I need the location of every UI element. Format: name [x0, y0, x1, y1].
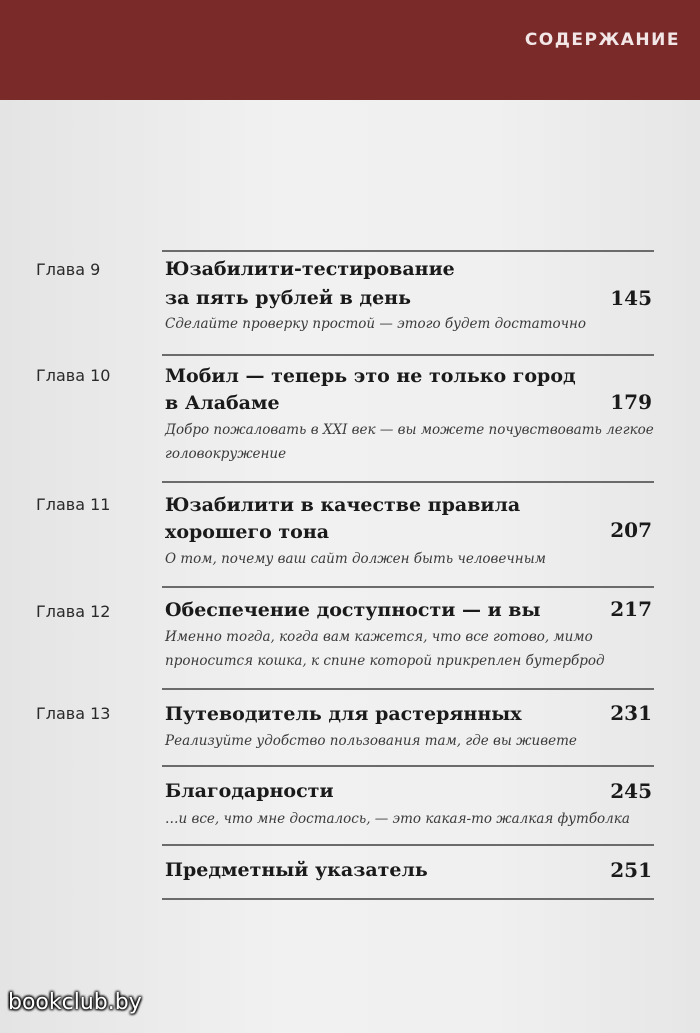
page-number[interactable]: 245 — [610, 779, 652, 803]
chapter-title-line[interactable]: Обеспечение доступности — и вы — [165, 599, 541, 621]
chapter-title-line[interactable]: Юзабилити-тестирование — [165, 258, 455, 280]
chapter-subtitle: Именно тогда, когда вам кажется, что все готово, мимо — [165, 629, 593, 645]
page-number[interactable]: 179 — [610, 390, 652, 414]
chapter-subtitle: проносится кошка, к спине которой прикреплен бутерброд — [165, 653, 605, 669]
chapter-subtitle: …и все, что мне досталось, — это какая-то жалкая футболка — [165, 811, 630, 827]
watermark: bookclub.by — [8, 990, 142, 1015]
chapter-label: Глава 13 — [36, 704, 111, 723]
chapter-label: Глава 9 — [36, 260, 101, 279]
section-title: СОДЕРЖАНИЕ — [524, 30, 680, 50]
divider-rule — [162, 898, 654, 900]
chapter-title-line[interactable]: Мобил — теперь это не только город — [165, 365, 576, 387]
divider-rule — [162, 481, 654, 483]
page-header — [0, 0, 700, 100]
divider-rule — [162, 688, 654, 690]
chapter-label: Глава 10 — [36, 366, 111, 385]
page-body — [0, 100, 700, 1033]
chapter-subtitle: О том, почему ваш сайт должен быть человечным — [165, 551, 546, 567]
page-number[interactable]: 217 — [610, 597, 652, 621]
chapter-title-line[interactable]: Благодарности — [165, 780, 334, 802]
chapter-title-line[interactable]: в Алабаме — [165, 392, 280, 414]
chapter-label: Глава 11 — [36, 495, 111, 514]
chapter-title-line[interactable]: Путеводитель для растерянных — [165, 703, 522, 725]
divider-rule — [162, 354, 654, 356]
divider-rule — [162, 765, 654, 767]
divider-rule — [162, 586, 654, 588]
chapter-title-line[interactable]: Предметный указатель — [165, 859, 428, 881]
page-number[interactable]: 207 — [610, 518, 652, 542]
chapter-subtitle: Реализуйте удобство пользования там, где вы живете — [165, 733, 577, 749]
chapter-subtitle: головокружение — [165, 446, 287, 462]
page-number[interactable]: 251 — [610, 858, 652, 882]
chapter-title-line[interactable]: за пять рублей в день — [165, 287, 411, 309]
page-number[interactable]: 231 — [610, 701, 652, 725]
divider-rule — [162, 250, 654, 252]
chapter-label: Глава 12 — [36, 602, 111, 621]
chapter-title-line[interactable]: хорошего тона — [165, 521, 330, 543]
divider-rule — [162, 844, 654, 846]
chapter-subtitle: Сделайте проверку простой — этого будет достаточно — [165, 316, 587, 332]
chapter-title-line[interactable]: Юзабилити в качестве правила — [165, 494, 521, 516]
chapter-subtitle: Добро пожаловать в XXI век — вы можете почувствовать легкое — [165, 422, 654, 438]
page-number[interactable]: 145 — [610, 286, 652, 310]
